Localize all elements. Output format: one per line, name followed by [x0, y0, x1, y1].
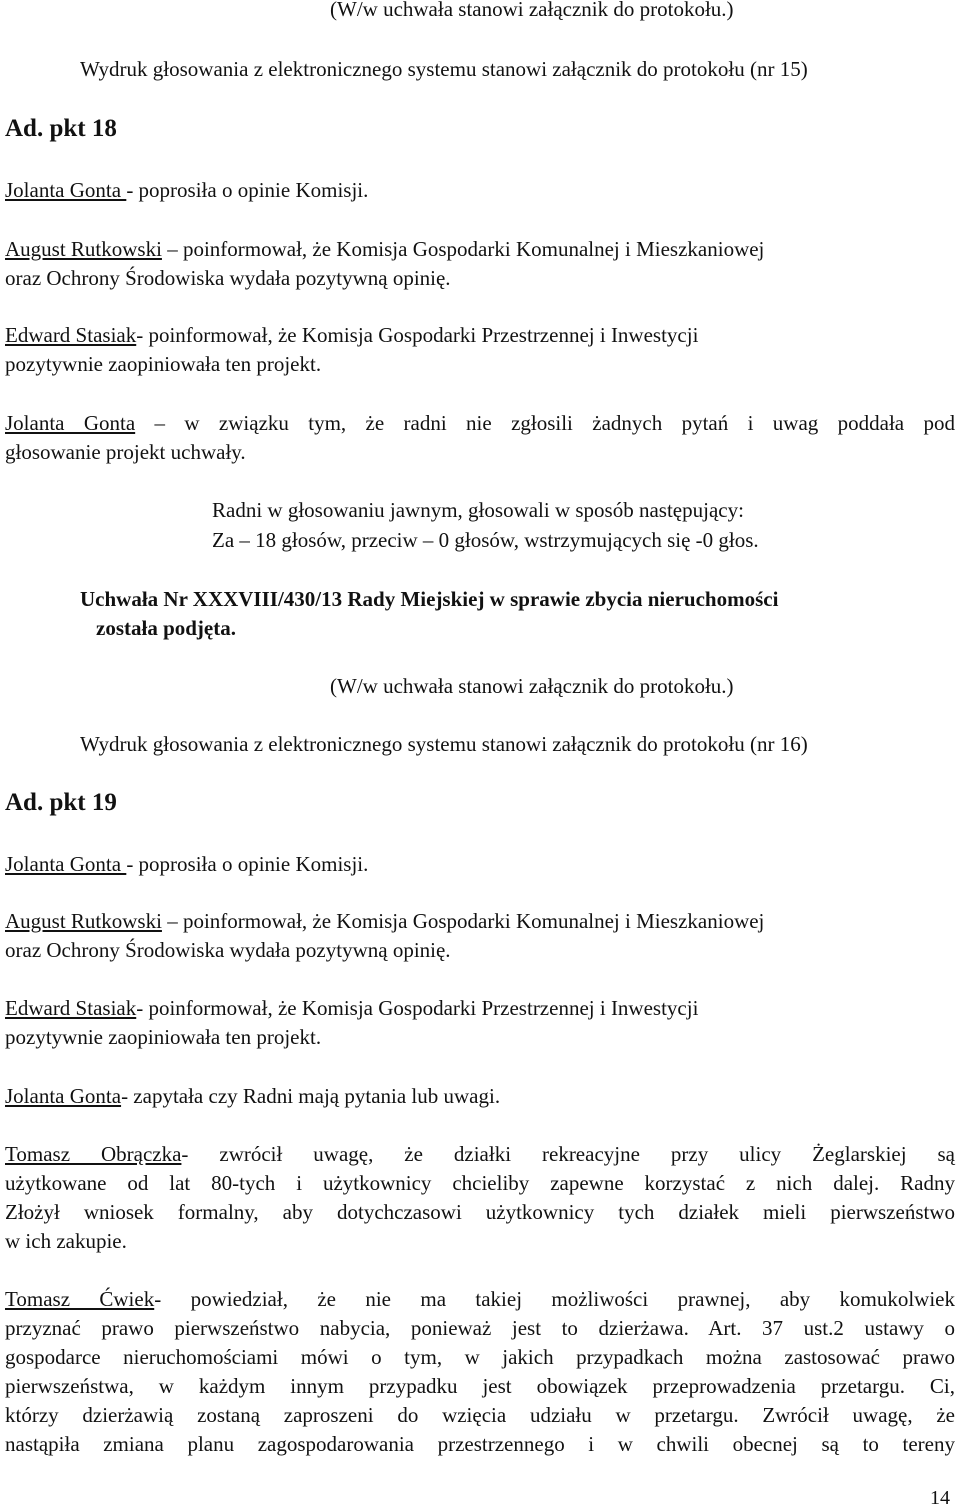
paragraph-text: - powiedział, że nie ma takiej możliwości prawnej, aby komukolwiek [154, 1287, 956, 1311]
paragraph [5, 851, 368, 877]
page-number: 14 [930, 1487, 950, 1509]
paragraph-line [5, 236, 764, 262]
paragraph-line [5, 995, 698, 1021]
paragraph [5, 177, 368, 203]
printout-note: Wydruk głosowania z elektronicznego systemu stanowi załącznik do protokołu (nr 15) [80, 57, 808, 81]
paragraph-text: - zwrócił uwagę, że działki rekreacyjne przy ulicy Żeglarskiej są [181, 1142, 956, 1166]
paragraph-line [5, 908, 764, 934]
paragraph-line: użytkowane od lat 80-tych i użytkownicy chcieliby zapewne korzystać z nich dalej. Radny [5, 1171, 955, 1195]
paragraph-line [5, 1286, 955, 1312]
vote-intro: Radni w głosowaniu jawnym, głosowali w sposób następujący: [212, 498, 744, 522]
printout-note: Wydruk głosowania z elektronicznego systemu stanowi załącznik do protokołu (nr 16) [80, 732, 808, 756]
speaker-name: Edward Stasiak [5, 323, 137, 347]
paragraph-line: oraz Ochrony Środowiska wydała pozytywną opinię. [5, 938, 451, 962]
paragraph-text: - zapytała czy Radni mają pytania lub uwagi. [121, 1084, 501, 1108]
paragraph-text: - poprosiła o opinie Komisji. [126, 852, 369, 876]
speaker-name: Jolanta Gonta [5, 178, 127, 202]
speaker-name: August Rutkowski [5, 909, 162, 933]
paragraph [5, 1083, 500, 1109]
paragraph-line [5, 410, 955, 436]
paragraph-text: – poinformował, że Komisja Gospodarki Komunalnej i Mieszkaniowej [161, 237, 765, 261]
paragraph-text: - poinformował, że Komisja Gospodarki Przestrzennej i Inwestycji [136, 323, 699, 347]
paragraph-line: pozytywnie zaopiniowała ten projekt. [5, 1025, 322, 1049]
paragraph-text: - poprosiła o opinie Komisji. [126, 178, 369, 202]
resolution-line: Uchwała Nr XXXVIII/430/13 Rady Miejskiej w sprawie zbycia nieruchomości [80, 587, 779, 611]
speaker-name: Jolanta Gonta [5, 1084, 122, 1108]
paragraph-line: pierwszeństwa, w każdym innym przypadku jest obowiązek przeprowadzenia przetargu. Ci, [5, 1374, 955, 1398]
vote-result: Za – 18 głosów, przeciw – 0 głosów, wstrzymujących się -0 głos. [212, 528, 759, 552]
section-heading: Ad. pkt 19 [5, 789, 117, 816]
attachment-note: (W/w uchwała stanowi załącznik do protokołu.) [330, 0, 734, 21]
paragraph-line: gospodarce nieruchomościami mówi o tym, w jakich przypadkach można zastosować prawo [5, 1345, 955, 1369]
paragraph-line: oraz Ochrony Środowiska wydała pozytywną opinię. [5, 266, 451, 290]
paragraph-line: w ich zakupie. [5, 1229, 127, 1253]
paragraph-line: głosowanie projekt uchwały. [5, 440, 246, 464]
speaker-name: Jolanta Gonta [5, 852, 127, 876]
paragraph-line [5, 322, 698, 348]
speaker-name: August Rutkowski [5, 237, 162, 261]
paragraph-text: – poinformował, że Komisja Gospodarki Komunalnej i Mieszkaniowej [161, 909, 765, 933]
attachment-note: (W/w uchwała stanowi załącznik do protokołu.) [330, 674, 734, 698]
speaker-name: Jolanta Gonta [5, 411, 136, 435]
paragraph-line: pozytywnie zaopiniowała ten projekt. [5, 352, 322, 376]
paragraph-line: którzy dzierżawią zostaną zaproszeni do wzięcia udziału w przetargu. Zwrócił uwagę, że [5, 1403, 955, 1427]
paragraph-line: nastąpiła zmiana planu zagospodarowania przestrzennego i w chwili obecnej są to tereny [5, 1432, 955, 1456]
paragraph-line [5, 1141, 955, 1167]
resolution-line: została podjęta. [96, 616, 236, 640]
speaker-name: Tomasz Ćwiek [5, 1287, 155, 1311]
paragraph-line: przyznać prawo pierwszeństwo nabycia, ponieważ jest to dzierżawa. Art. 37 ust.2 ustawy o [5, 1316, 955, 1340]
paragraph-line: Złożył wniosek formalny, aby dotychczasowi użytkownicy tych działek mieli pierwszeństwo [5, 1200, 955, 1224]
speaker-name: Edward Stasiak [5, 996, 137, 1020]
paragraph-text: - poinformował, że Komisja Gospodarki Przestrzennej i Inwestycji [136, 996, 699, 1020]
section-heading: Ad. pkt 18 [5, 115, 117, 142]
paragraph-text: – w związku tym, że radni nie zgłosili żadnych pytań i uwag poddała pod [135, 411, 955, 435]
speaker-name: Tomasz Obrączka [5, 1142, 182, 1166]
